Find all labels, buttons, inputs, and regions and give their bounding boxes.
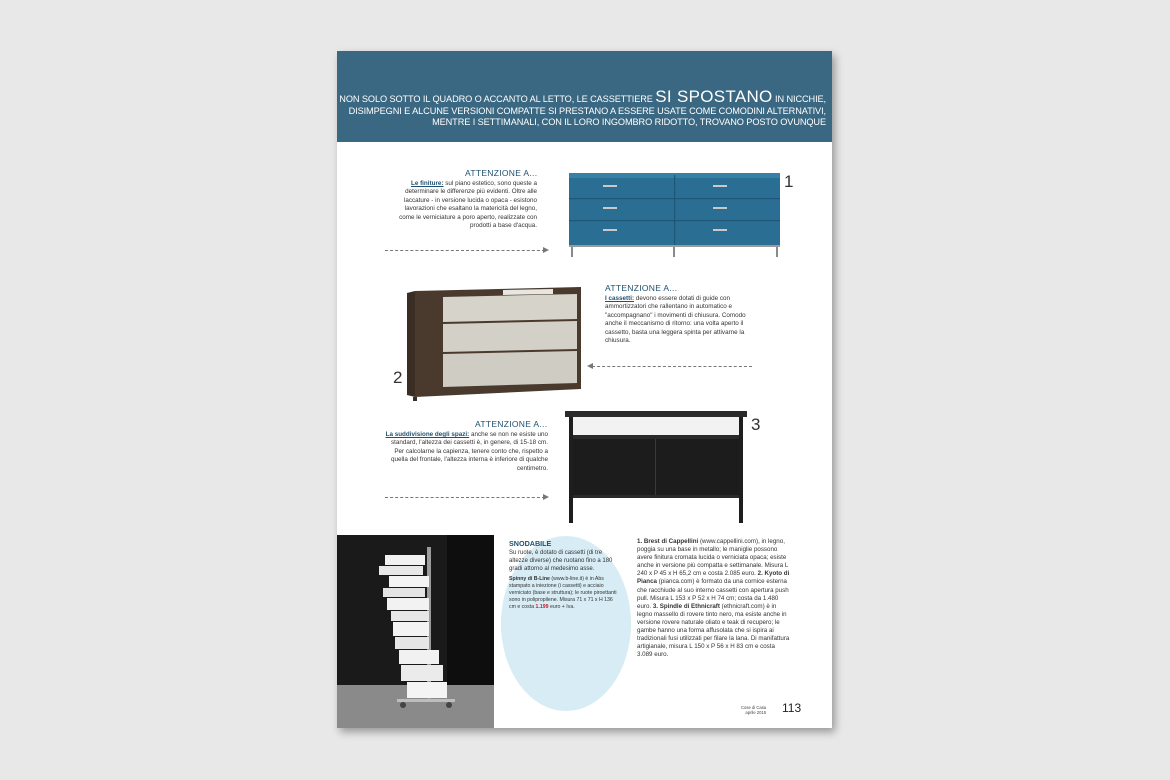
- spinny-image: [337, 535, 494, 728]
- attention-title-3: ATTENZIONE A...: [475, 419, 548, 429]
- caption-num-2: 2.: [757, 570, 763, 578]
- snodabile-text: [509, 550, 621, 610]
- caption-text-3: (ethnicraft.com) è in legno massello di rovere tinto nero, ma esiste anche in versione rovere naturale oliato e teak di recupero; le gambe hanno una forma affusolata che si ispira ai tradizionali fusi utilizzati per filare la lana. Di manifattura artigianale, misura L 150 x P 56 x H 83 cm e costa 3.089 euro.: [637, 602, 790, 659]
- caption-name-2: Kyoto di Pianca: [637, 570, 790, 586]
- attention-lead-1: Le finiture:: [410, 180, 444, 187]
- spinny-photo: [337, 535, 494, 728]
- snodabile-detail-b: euro + Iva.: [549, 603, 575, 610]
- attention-text-2: [605, 295, 757, 345]
- header-banner: [337, 51, 832, 142]
- attention-body-2: devono essere dotati di guide con ammortizzatori che rallentano in automatico e "accompagnano" i movimenti di chiusura. Comodo anche il meccanismo di ritorno: una volta aperto il cassetto, basta una leggera spinta per attivarne la chiusura.: [605, 295, 746, 345]
- snodabile-price: 1.199: [535, 603, 549, 610]
- dashed-arrow-1: [385, 250, 545, 251]
- caption-text-2: (pianca.com) è formato da una cornice esterna che racchiude al suo interno cassetti con apertura push pull. Misura L 153 x P 52 x H 74 cm; costa da 1.480 euro.: [637, 578, 789, 610]
- snodabile-detail: [509, 576, 621, 610]
- products-caption: [637, 538, 792, 659]
- dresser-1-image: [563, 169, 793, 261]
- dresser-3-top: [565, 411, 747, 417]
- dresser-2-image: [403, 279, 587, 401]
- snodabile-title: SNODABILE: [509, 539, 552, 548]
- banner-text: [337, 87, 826, 129]
- attention-body-1: sul piano estetico, sono queste a determinare le differenze più evidenti. Oltre alle laccature - in versione lucida o opaca - esistono lavorazioni che esaltano la matericità del legno, come le verniciature a poro aperto, realizzate con prodotti a base d'acqua.: [399, 180, 537, 230]
- caption-num-3: 3.: [652, 602, 659, 610]
- dashed-arrow-2: [592, 366, 752, 367]
- caption-name-3: Spindle di Ethnicraft: [659, 602, 720, 610]
- attention-text-1: [389, 180, 537, 230]
- attention-lead-2: I cassetti:: [605, 295, 635, 302]
- product-number-3: 3: [751, 415, 761, 434]
- attention-title-2: ATTENZIONE A...: [605, 283, 678, 293]
- arrow-head-left-icon: [587, 363, 593, 369]
- snodabile-intro: Su ruote, è dotato di cassetti (di tre altezze diverse) che ruotano fino a 180 gradi attorno al medesimo asse.: [509, 550, 613, 572]
- snodabile-product: Spinny di B-Line: [509, 576, 550, 583]
- caption-num-1: 1.: [637, 538, 643, 545]
- banner-post: IN NICCHIE, DISIMPEGNI E ALCUNE VERSIONI COMPATTE SI PRESTANO A ESSERE USATE COME COMODINI ALTERNATIVI, MENTRE I SETTIMANALI, CON IL LORO INGOMBRO RIDOTTO, TROVANO POSTO OVUNQUE: [348, 94, 826, 127]
- snodabile-detail-a: (www.b-line.it) è in Abs stampato a iniezione (i cassetti) e acciaio verniciato (base e struttura); le ruote piroettanti sono in polipropilene. Misura 71 x 71 x H 136 cm e costa: [509, 576, 617, 610]
- banner-highlight: SI SPOSTANO: [655, 87, 773, 106]
- attention-title-1: ATTENZIONE A...: [465, 168, 538, 178]
- product-number-1: 1: [784, 172, 794, 191]
- product-number-2: 2: [393, 368, 403, 387]
- footer-issue: aprile 2015: [745, 710, 767, 715]
- attention-text-3: [382, 431, 548, 473]
- attention-body-3: anche se non ne esiste uno standard, l'altezza dei cassetti è, in genere, di 15-18 cm. Per calcolarne la capienza, tenere conto che, rispetto a quella del frontale, l'altezza interna è inferiore di qualche centimetro.: [391, 431, 548, 472]
- banner-pre: NON SOLO SOTTO IL QUADRO O ACCANTO AL LETTO, LE CASSETTIERE: [339, 94, 653, 104]
- arrow-head-right-icon: [543, 247, 549, 253]
- magazine-page: [337, 51, 832, 728]
- page-number: 113: [782, 701, 802, 715]
- footer-magazine-name: Cose di Casa: [741, 705, 767, 710]
- caption-text-1: (www.cappellini.com), in legno, poggia su una base in metallo; le maniglie possono avere finitura cromata lucida o verniciata opaca; esiste anche in versione più compatta e settimanale. Misura L 240 x P 45 x H 65,2 cm e costa 2.085 euro.: [637, 538, 789, 578]
- dashed-arrow-3: [385, 497, 545, 498]
- attention-lead-3: La suddivisione degli spazi:: [385, 431, 470, 438]
- footer-magazine: [741, 705, 766, 715]
- arrow-head-right-icon: [543, 494, 549, 500]
- caption-name-1: Brest di Cappellini: [643, 538, 699, 545]
- dresser-3-image: [559, 405, 755, 527]
